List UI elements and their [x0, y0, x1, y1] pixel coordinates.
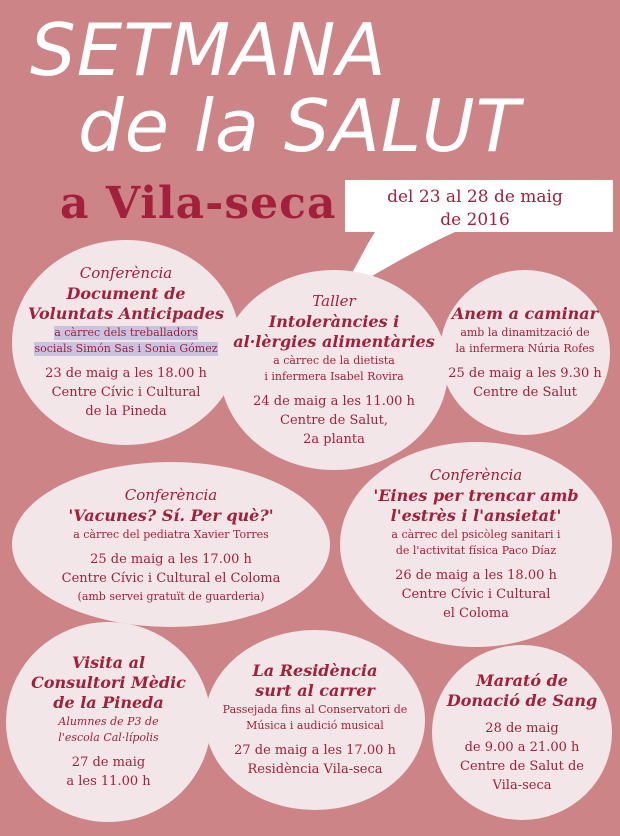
event-group: l'escola Cal·lípolis [58, 731, 159, 744]
event-speaker: amb la dinamització de [460, 325, 590, 339]
event-description: Música i audició musical [246, 719, 384, 732]
event-heading: Intoleràncies i [268, 311, 400, 331]
event-kind: Conferència [429, 466, 523, 484]
event-info: 26 de maig a les 18.00 h [395, 568, 557, 583]
event-heading: Marató de [476, 670, 568, 690]
date-line-1: del 23 al 28 de maig [387, 187, 563, 207]
event-info: Centre de Salut, [280, 412, 388, 428]
event-heading: surt al carrer [255, 681, 375, 700]
event-info: de la Pineda [85, 404, 167, 419]
event-speaker: i infermera Isabel Rovira [264, 369, 404, 383]
event-info: 28 de maig [485, 720, 559, 736]
event-info: Centre Cívic i Cultural [51, 385, 201, 400]
event-info: 25 de maig a les 9.30 h [448, 365, 602, 381]
event-heading: 'Vacunes? Sí. Per què?' [68, 505, 274, 525]
event-card [440, 270, 610, 435]
event-card [432, 645, 612, 820]
event-card [205, 630, 425, 810]
event-card [220, 270, 448, 470]
event-heading: Donació de Sang [446, 690, 598, 710]
event-heading: Voluntats Anticipades [28, 304, 224, 323]
event-info: Centre de Salut [473, 384, 577, 400]
event-speaker: a càrrec del pediatra Xavier Torres [73, 527, 269, 541]
event-kind: Conferència [79, 264, 173, 282]
event-speaker: socials Simón Sas i Sonia Gómez [34, 342, 218, 355]
event-heading: 'Eines per trencar amb [373, 486, 579, 505]
event-info: 25 de maig a les 17.00 h [90, 551, 252, 567]
event-info: 2a planta [303, 431, 365, 447]
event-heading: de la Pineda [53, 693, 164, 712]
event-info: a les 11.00 h [66, 774, 151, 789]
event-heading: La Residència [252, 661, 378, 680]
event-info: el Coloma [443, 606, 509, 621]
title-line-2: de la SALUT [78, 84, 521, 168]
event-card [6, 622, 211, 822]
event-note: (amb servei gratuït de guarderia) [77, 589, 265, 603]
event-info: Vila-seca [492, 777, 552, 793]
date-range [345, 186, 605, 232]
event-description: Passejada fins al Conservatori de [222, 703, 408, 716]
event-heading: l'estrès i l'ansietat' [390, 506, 562, 525]
event-info: Centre Cívic i Cultural [401, 587, 551, 602]
event-kind: Conferència [124, 485, 218, 504]
title-line-1: SETMANA [30, 8, 387, 92]
event-heading: Consultori Mèdic [31, 673, 186, 692]
title-line-3: a Vila-seca [60, 178, 337, 229]
event-speaker: a càrrec de la dietista [273, 353, 395, 367]
event-info: de 9.00 a 21.00 h [464, 739, 580, 755]
event-heading: Document de [66, 284, 186, 303]
event-card [12, 240, 240, 445]
event-heading: Visita al [71, 653, 146, 672]
event-card [12, 462, 330, 627]
event-info: 24 de maig a les 11.00 h [253, 393, 415, 409]
event-kind: Taller [312, 291, 356, 310]
event-info: Residència Vila-seca [247, 762, 383, 777]
event-info: Centre de Salut de [460, 758, 584, 774]
event-heading: al·lèrgies alimentàries [233, 331, 435, 351]
event-speaker: de l'activitat física Paco Díaz [395, 544, 557, 557]
event-speaker: la infermera Núria Rofes [455, 341, 595, 355]
event-info: 27 de maig [71, 755, 146, 770]
event-info: 27 de maig a les 17.00 h [234, 743, 396, 758]
event-info: Centre Cívic i Cultural el Coloma [61, 570, 281, 586]
event-card [340, 442, 612, 647]
event-group: Alumnes de P3 de [58, 715, 159, 728]
event-info: 23 de maig a les 18.00 h [45, 366, 207, 381]
event-speaker: a càrrec dels treballadors [54, 326, 198, 339]
event-heading: Anem a caminar [451, 303, 599, 323]
event-speaker: a càrrec del psicòleg sanitari i [391, 528, 561, 541]
date-line-2: de 2016 [440, 210, 510, 230]
